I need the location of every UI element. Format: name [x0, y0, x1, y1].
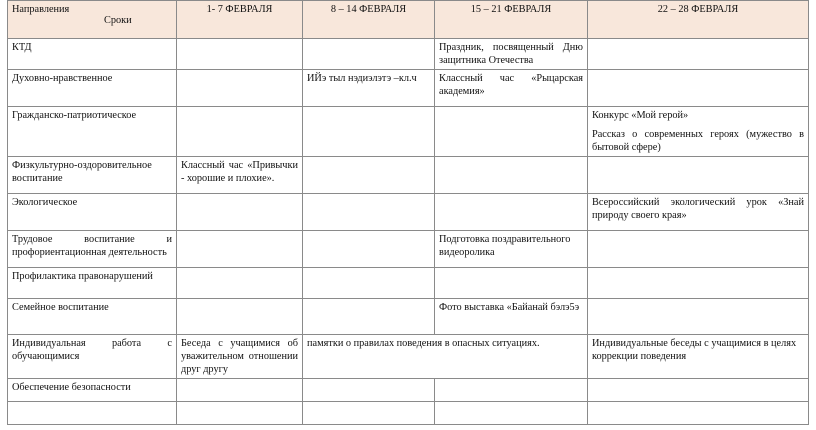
table-cell — [177, 231, 303, 268]
row-direction: Профилактика правонарушений — [8, 268, 177, 299]
table-cell — [588, 299, 809, 335]
table-cell — [303, 268, 435, 299]
table-cell — [177, 379, 303, 402]
table-cell — [588, 379, 809, 402]
table-cell: Индивидуальные беседы с учащимися в целях коррекции поведения — [588, 335, 809, 379]
table-cell — [588, 231, 809, 268]
header-period-4: 22 – 28 ФЕВРАЛЯ — [588, 1, 809, 39]
header-period-2: 8 – 14 ФЕВРАЛЯ — [303, 1, 435, 39]
table-cell — [303, 194, 435, 231]
row-direction: Физкультурно-оздоровительное воспитание — [8, 157, 177, 194]
table-cell — [303, 231, 435, 268]
table-row — [8, 194, 809, 231]
row-direction: Индивидуальная работа с обучающимися — [8, 335, 177, 379]
table-cell — [177, 70, 303, 107]
table-cell: Подготовка поздравительного видеоролика — [435, 231, 588, 268]
row-direction: Обеспечение безопасности — [8, 379, 177, 402]
table-cell — [588, 157, 809, 194]
table-cell: памятки о правилах поведения в опасных ситуациях. — [303, 335, 588, 379]
header-corner-cell — [8, 1, 177, 39]
table-cell — [303, 157, 435, 194]
table-cell — [177, 268, 303, 299]
table-cell — [435, 268, 588, 299]
row-direction — [8, 402, 177, 425]
table-row — [8, 299, 809, 335]
table-cell — [303, 379, 435, 402]
table-cell: Фото выставка «Байанай бэлэ5э — [435, 299, 588, 335]
table-cell — [177, 402, 303, 425]
table-cell — [435, 402, 588, 425]
row-direction: Духовно-нравственное — [8, 70, 177, 107]
row-direction: Семейное воспитание — [8, 299, 177, 335]
table-cell — [177, 107, 303, 157]
table-row — [8, 402, 809, 425]
table-cell: Праздник, посвященный Дню защитника Отечества — [435, 39, 588, 70]
table-cell — [435, 379, 588, 402]
plan-table — [7, 0, 809, 425]
table-cell — [588, 107, 809, 157]
header-period-1: 1- 7 ФЕВРАЛЯ — [177, 1, 303, 39]
table-cell — [303, 402, 435, 425]
table-cell — [435, 107, 588, 157]
row-direction: Экологическое — [8, 194, 177, 231]
table-row — [8, 379, 809, 402]
table-row — [8, 70, 809, 107]
table-cell — [177, 39, 303, 70]
table-cell — [588, 39, 809, 70]
table-row — [8, 39, 809, 70]
table-cell: Классный час «Рыцарская академия» — [435, 70, 588, 107]
table-cell — [303, 107, 435, 157]
table-row — [8, 107, 809, 157]
table-cell — [177, 299, 303, 335]
table-cell: Всероссийский экологический урок «Знай природу своего края» — [588, 194, 809, 231]
table-cell — [303, 299, 435, 335]
table-cell — [588, 268, 809, 299]
table-cell — [435, 194, 588, 231]
header-row — [8, 1, 809, 39]
table-row — [8, 157, 809, 194]
table-row — [8, 268, 809, 299]
table-cell: ИЙэ тыл нэдиэлэтэ –кл.ч — [303, 70, 435, 107]
table-row — [8, 231, 809, 268]
table-cell — [177, 194, 303, 231]
row-direction: Трудовое воспитание и профориентационная деятельность — [8, 231, 177, 268]
table-cell — [588, 70, 809, 107]
table-row — [8, 335, 809, 379]
contest-text: Конкурс «Мой герой» — [592, 110, 689, 121]
table-cell — [303, 39, 435, 70]
header-directions-label: Направления — [12, 4, 70, 15]
row-direction: Гражданско-патриотическое — [8, 107, 177, 157]
table-cell — [435, 157, 588, 194]
header-period-3: 15 – 21 ФЕВРАЛЯ — [435, 1, 588, 39]
row-direction: КТД — [8, 39, 177, 70]
table-cell: Классный час «Привычки - хорошие и плохие». — [177, 157, 303, 194]
table-cell — [588, 402, 809, 425]
table-cell: Беседа с учащимися об уважительном отношении друг другу — [177, 335, 303, 379]
story-text: Рассказ о современных героях (мужество в бытовой сфере) — [592, 129, 804, 153]
header-dates-label: Сроки — [104, 15, 132, 26]
